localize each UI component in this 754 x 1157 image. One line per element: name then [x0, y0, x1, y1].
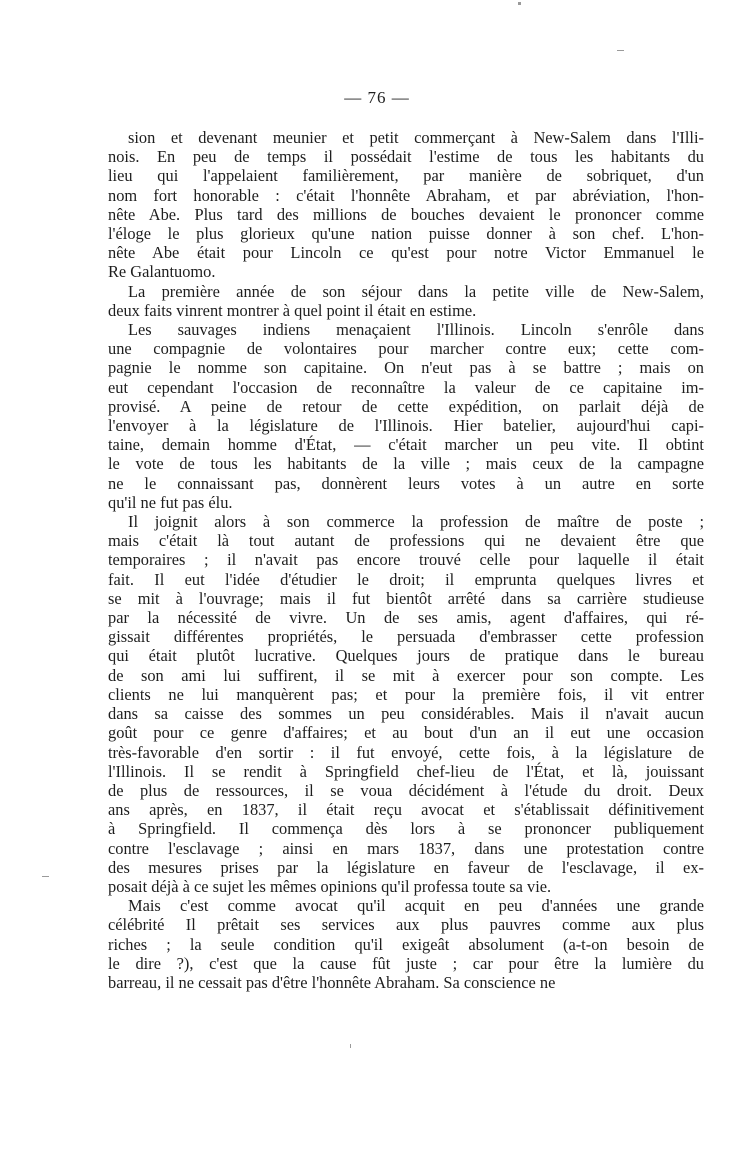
speck: [617, 50, 624, 51]
text-line: sion et devenant meunier et petit commerçant à New-Salem dans l'Illi-: [128, 128, 704, 147]
text-line: provisé. A peine de retour de cette expédition, on parlait déjà de: [108, 396, 704, 416]
speck: [42, 876, 49, 877]
text-line: qui était plutôt lucrative. Quelques jours de pratique dans le bureau: [108, 646, 704, 666]
text-line: par la nécessité de vivre. Un de ses amis, agent d'affaires, qui ré-: [108, 608, 704, 628]
text-line: barreau, il ne cessait pas d'être l'honnête Abraham. Sa conscience ne: [108, 972, 556, 992]
text-line: gissait différentes propriétés, le persuada d'embrasser cette profession: [108, 627, 704, 647]
text-line: l'éloge le plus glorieux qu'une nation puisse donner à son chef. L'hon-: [108, 224, 704, 244]
text-line: nois. En peu de temps il possédait l'estime de tous les habitants du: [108, 147, 704, 167]
text-line: de plus de ressources, il se voua décidément à l'étude du droit. Deux: [108, 780, 704, 800]
text-line: La première année de son séjour dans la petite ville de New-Salem,: [128, 281, 704, 301]
text-line: fait. Il eut l'idée d'étudier le droit; il emprunta quelques livres et: [108, 569, 704, 589]
text-line: l'Illinois. Il se rendit à Springfield chef-lieu de l'État, et là, jouissant: [108, 761, 704, 781]
text-line: mais c'était là tout autant de professions qui ne devaient être que: [108, 531, 704, 551]
text-line: temporaires ; il n'avait pas encore trouvé celle pour laquelle il était: [108, 550, 704, 570]
text-line: ans après, en 1837, il était reçu avocat et s'établissait définitivement: [108, 800, 704, 820]
text-line: à Springfield. Il commença dès lors à se prononcer publiquement: [108, 819, 704, 839]
text-line: une compagnie de volontaires pour marcher contre eux; cette com-: [108, 339, 704, 359]
text-line: Il joignit alors à son commerce la profession de maître de poste ;: [128, 512, 704, 532]
text-line: se mit à l'ouvrage; mais il fut bientôt arrêté dans sa carrière studieuse: [108, 588, 704, 608]
body-text: [108, 128, 704, 992]
text-line: clients ne lui manquèrent pas; et pour la première fois, il vit entrer: [108, 684, 704, 704]
text-line: ne le connaissant pas, donnèrent leurs votes à un autre en sorte: [108, 473, 704, 493]
text-line: eut cependant l'occasion de reconnaître la valeur de ce capitaine im-: [108, 377, 704, 397]
text-line: riches ; la seule condition qu'il exigeât absolument (a-t-on besoin de: [108, 934, 704, 954]
text-line: Mais c'est comme avocat qu'il acquit en peu d'années une grande: [128, 896, 704, 916]
text-line: de son ami lui suffirent, il se mit à exercer pour son compte. Les: [108, 665, 704, 685]
text-line: nom fort honorable : c'était l'honnête Abraham, et par abréviation, l'hon-: [108, 185, 704, 205]
text-line: lieu qui l'appelaient familièrement, par manière de sobriquet, d'un: [108, 166, 704, 186]
text-line: nête Abe était pour Lincoln ce qu'est pour notre Victor Emmanuel le: [108, 243, 704, 263]
text-line: le vote de tous les habitants de la ville ; mais ceux de la campagne: [108, 454, 704, 474]
text-line: deux faits vinrent montrer à quel point il était en estime.: [108, 300, 477, 320]
text-line: taine, demain homme d'État, — c'était marcher un peu vite. Il obtint: [108, 435, 704, 455]
speck: [518, 2, 521, 5]
text-line: Re Galantuomo.: [108, 262, 216, 282]
text-line: des mesures prises par la législature en faveur de l'esclavage, il ex-: [108, 857, 704, 877]
speck: [350, 1044, 351, 1048]
text-line: pagnie le nomme son capitaine. On n'eut pas à se battre ; mais on: [108, 358, 704, 378]
text-line: le dire ?), c'est que la cause fût juste ; car pour être la lumière du: [108, 953, 704, 973]
text-line: contre l'esclavage ; ainsi en mars 1837, dans une protestation contre: [108, 838, 704, 858]
text-line: nête Abe. Plus tard des millions de bouches devaient le prononcer comme: [108, 204, 704, 224]
text-line: l'envoyer à la législature de l'Illinois. Hier batelier, aujourd'hui capi-: [108, 416, 704, 436]
text-line: Les sauvages indiens menaçaient l'Illinois. Lincoln s'enrôle dans: [128, 320, 704, 340]
text-line: dans sa caisse des sommes un peu considérables. Mais il n'avait aucun: [108, 704, 704, 724]
text-line: posait déjà à ce sujet les mêmes opinions qu'il professa toute sa vie.: [108, 876, 552, 896]
text-line: très-favorable d'en sortir : il fut envoyé, cette fois, à la législature de: [108, 742, 704, 762]
text-line: qu'il ne fut pas élu.: [108, 492, 233, 512]
text-line: célébrité Il prêtait ses services aux plus pauvres comme aux plus: [108, 915, 704, 935]
text-line: goût pour ce genre d'affaires; et au bout d'un an il eut une occasion: [108, 723, 704, 743]
page-number: — 76 —: [344, 88, 410, 107]
